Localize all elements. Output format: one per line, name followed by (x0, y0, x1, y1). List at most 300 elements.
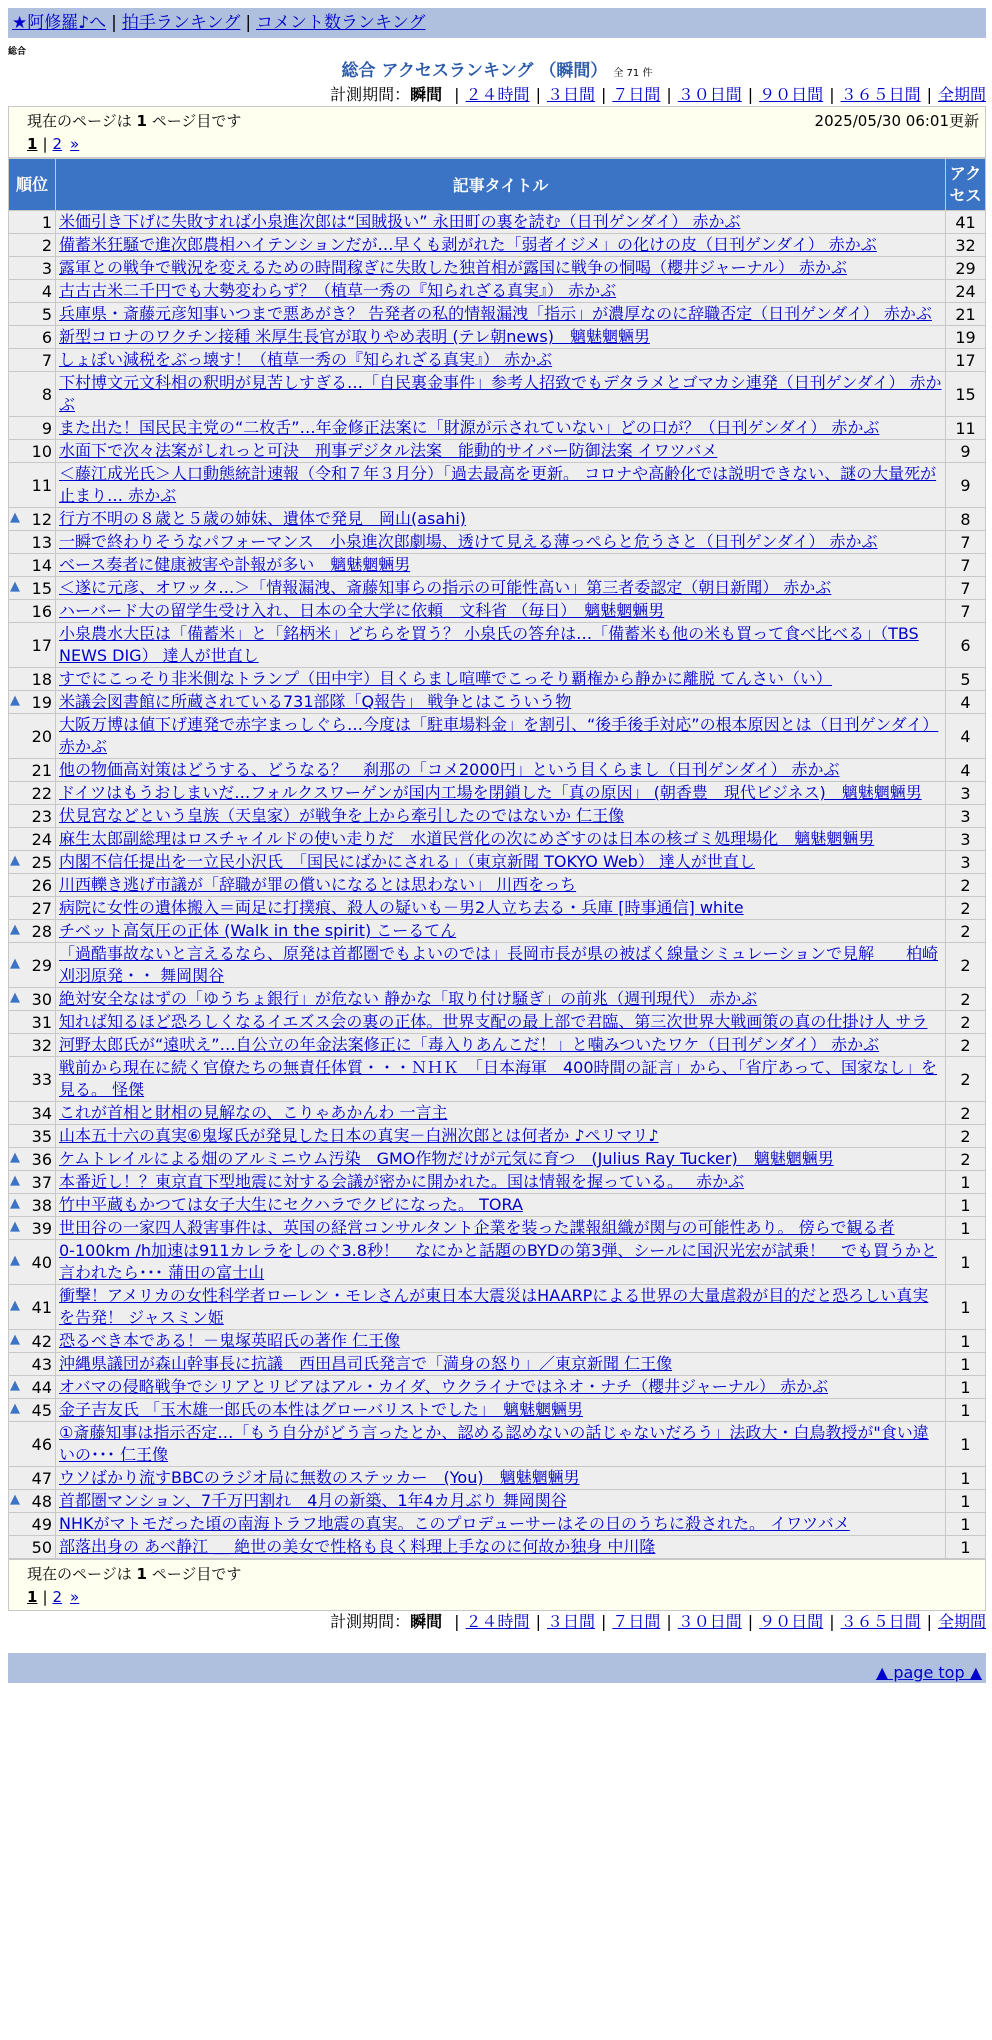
period-separator: | (829, 85, 835, 104)
table-row (9, 1102, 986, 1125)
rank-cell (9, 691, 56, 714)
article-link[interactable]: 金子吉友氏 「玉木雄一郎氏の本性はグローバリストでした」 魑魅魍魎男 (59, 1400, 583, 1419)
period-link[interactable]: ３６５日間 (840, 85, 921, 104)
table-row (9, 805, 986, 828)
access-count: 1 (946, 1513, 986, 1536)
table-row (9, 257, 986, 280)
rank-up-icon: ▲ (10, 509, 20, 525)
article-link[interactable]: 山本五十六の真実⑥鬼塚氏が発見した日本の真実－白洲次郎とは何者か ♪ペリマリ♪ (59, 1126, 659, 1145)
rank-number: 36 (31, 1149, 52, 1169)
page-title (8, 58, 986, 84)
rank-number: 27 (31, 898, 52, 918)
rank-cell (9, 668, 56, 691)
rank-number: 19 (31, 692, 52, 712)
period-link[interactable]: ９０日間 (759, 85, 824, 104)
rank-cell (9, 988, 56, 1011)
access-count: 1 (946, 1285, 986, 1330)
rank-cell (9, 1376, 56, 1399)
rank-number: 9 (41, 418, 52, 438)
rank-cell (9, 759, 56, 782)
period-link-bottom[interactable]: 全期間 (937, 1612, 986, 1631)
article-link[interactable]: 首都圏マンション、7千万円割れ 4月の新築、1年4カ月ぶり 舞岡関谷 (59, 1491, 567, 1510)
article-link[interactable]: 一瞬で終わりそうなパフォーマンス 小泉進次郎劇場、透けて見える薄っぺらと危うさと（日刊ゲンダイ） 赤かぶ (59, 532, 878, 551)
article-link[interactable]: 「過酷事故ないと言えるなら、原発は首都圏でもよいのでは」長岡市長が県の被ばく線量シミュレーションで見解 柏崎刈羽原発・・ 舞岡関谷 (59, 944, 939, 985)
article-link[interactable]: 新型コロナのワクチン接種 米厚生長官が取りやめ表明 (テレ朝news) 魑魅魍魎男 (59, 327, 650, 346)
title-cell (56, 714, 946, 759)
title-cell (56, 623, 946, 668)
rank-number: 1 (41, 212, 52, 232)
title-cell (56, 1102, 946, 1125)
table-row (9, 897, 986, 920)
article-link[interactable]: NHKがマトモだった頃の南海トラフ地震の真実。このプロデューサーはその日のうちに殺された。 イワツバメ (59, 1514, 850, 1533)
access-count: 15 (946, 372, 986, 417)
access-count: 2 (946, 1102, 986, 1125)
header-title: 記事タイトル (56, 159, 946, 211)
title-cell (56, 577, 946, 600)
access-count: 2 (946, 943, 986, 988)
rank-cell (9, 463, 56, 508)
rank-cell (9, 828, 56, 851)
pager-next[interactable]: » (70, 135, 80, 153)
top-nav: ★阿修羅♪へ | 拍手ランキング | コメント数ランキング (8, 8, 986, 38)
rank-cell (9, 1217, 56, 1240)
rank-cell (9, 1125, 56, 1148)
table-row (9, 668, 986, 691)
period-link[interactable]: 全期間 (937, 85, 986, 104)
rank-number: 23 (31, 806, 52, 826)
rank-number: 37 (31, 1172, 52, 1192)
access-count: 1 (946, 1330, 986, 1353)
rank-cell (9, 1490, 56, 1513)
rank-number: 5 (41, 304, 52, 324)
article-link[interactable]: ケムトレイルによる畑のアルミニウム汚染 GMO作物だけが元気に育つ (Julius Ray Tucker) 魑魅魍魎男 (59, 1149, 834, 1168)
rank-up-icon: ▲ (10, 1252, 20, 1268)
title-cell (56, 897, 946, 920)
period-separator: | (747, 85, 754, 104)
period-separator: | (535, 1612, 541, 1631)
access-count: 2 (946, 1125, 986, 1148)
article-link[interactable]: ドイツはもうおしまいだ…フォルクスワーゲンが国内工場を閉鎖した「真の原因」 (朝香豊 現代ビジネス) 魑魅魍魎男 (59, 783, 922, 802)
table-row (9, 1285, 986, 1330)
title-cell (56, 1536, 946, 1559)
rank-number: 28 (31, 921, 52, 941)
rank-number: 3 (41, 258, 52, 278)
article-link[interactable]: 小泉農水大臣は「備蓄米」と「銘柄米」どちらを買う？ 小泉氏の答弁は…「備蓄米も他の米も買って食べ比べる」（TBS NEWS DIG） 達人が世直し (59, 624, 919, 665)
rank-cell (9, 417, 56, 440)
table-row (9, 1171, 986, 1194)
rank-up-icon: ▲ (10, 692, 20, 708)
access-count: 3 (946, 851, 986, 874)
table-row (9, 1353, 986, 1376)
rank-number: 38 (31, 1195, 52, 1215)
rank-number: 24 (31, 829, 52, 849)
rank-number: 15 (31, 578, 52, 598)
rank-number: 35 (31, 1126, 52, 1146)
page (8, 8, 986, 1683)
rank-cell (9, 1102, 56, 1125)
article-link[interactable]: 0-100km /h加速は911カレラをしのぐ3.8秒！ なにかと話題のBYDの第3弾、シールに国沢光宏が試乗！ でも買うかと言われたら･･･ 蒲田の富士山 (59, 1241, 938, 1282)
title-cell (56, 988, 946, 1011)
rank-cell (9, 577, 56, 600)
period-current-bottom: 瞬間 (410, 1612, 443, 1631)
rank-cell (9, 805, 56, 828)
rank-cell (9, 257, 56, 280)
table-row (9, 600, 986, 623)
article-link[interactable]: しょぼい減税をぶっ壊す！（植草一秀の『知られざる真実』） 赤かぶ (59, 350, 553, 369)
table-row (9, 1148, 986, 1171)
rank-cell (9, 782, 56, 805)
pager-current: 1 (27, 135, 38, 153)
access-count: 6 (946, 623, 986, 668)
title-cell (56, 234, 946, 257)
table-row (9, 554, 986, 577)
period-link-bottom[interactable]: ３０日間 (677, 1612, 742, 1631)
article-link[interactable]: 知れば知るほど恐ろしくなるイエズス会の裏の正体。世界支配の最上部で君臨、第三次世界大戦画策の真の仕掛け人 サラ (59, 1012, 928, 1031)
table-row (9, 1376, 986, 1399)
title-cell (56, 782, 946, 805)
article-link[interactable]: 絶対安全なはずの「ゆうちょ銀行」が危ない 静かな「取り付け騒ぎ」の前兆（週刊現代） 赤かぶ (59, 989, 758, 1008)
title-cell (56, 874, 946, 897)
rank-number: 6 (41, 327, 52, 347)
access-count: 2 (946, 1057, 986, 1102)
title-cell (56, 1376, 946, 1399)
rank-up-icon: ▲ (10, 1218, 20, 1234)
title-cell (56, 759, 946, 782)
article-link[interactable]: ＜遂に元彦、オワッタ…＞「情報漏洩、斎藤知事らの指示の可能性高い」第三者委認定（朝日新聞） 赤かぶ (59, 578, 832, 597)
period-separator: | (454, 85, 460, 104)
page-top-link[interactable]: ▲ page top ▲ (875, 1663, 982, 1682)
table-row (9, 1057, 986, 1102)
rank-cell (9, 1513, 56, 1536)
article-link[interactable]: これが首相と財相の見解なの、こりゃあかんわ 一言主 (59, 1103, 448, 1122)
access-count: 21 (946, 303, 986, 326)
article-link[interactable]: 川西轢き逃げ市議が「辞職が罪の償いになるとは思わない」 川西をっち (59, 875, 577, 894)
access-count: 1 (946, 1353, 986, 1376)
rank-number: 41 (31, 1297, 52, 1317)
article-link[interactable]: 恐るべき本である！－鬼塚英昭氏の著作 仁王像 (59, 1331, 401, 1350)
table-row (9, 943, 986, 988)
period-link-bottom[interactable]: ９０日間 (759, 1612, 824, 1631)
article-link[interactable]: ハーバード大の留学生受け入れ、日本の全大学に依頼 文科省 （毎日） 魑魅魍魎男 (59, 601, 665, 620)
rank-cell (9, 1148, 56, 1171)
ranking-body (9, 211, 986, 1559)
table-row (9, 440, 986, 463)
period-link-bottom[interactable]: ７日間 (612, 1612, 661, 1631)
article-link[interactable]: 兵庫県・斎藤元彦知事いつまで悪あがき？ 告発者の私的情報漏洩「指示」が濃厚なのに辞職否定（日刊ゲンダイ） 赤かぶ (59, 304, 932, 323)
title-cell (56, 508, 946, 531)
title-cell (56, 280, 946, 303)
table-row (9, 1513, 986, 1536)
title-cell (56, 1194, 946, 1217)
period-link[interactable]: ３日間 (546, 85, 595, 104)
period-separator: | (600, 1612, 607, 1631)
rank-number: 25 (31, 852, 52, 872)
rank-up-icon: ▲ (10, 1491, 20, 1507)
table-row (9, 623, 986, 668)
rank-cell (9, 1034, 56, 1057)
table-row (9, 303, 986, 326)
access-count: 9 (946, 463, 986, 508)
access-count: 1 (946, 1240, 986, 1285)
period-link-bottom[interactable]: ３日間 (546, 1612, 595, 1631)
table-row (9, 326, 986, 349)
period-separator: | (926, 1612, 932, 1631)
current-page-text: 現在のページは 1 ページ目です (27, 112, 242, 130)
access-count: 8 (946, 508, 986, 531)
title-cell (56, 805, 946, 828)
access-count: 2 (946, 1011, 986, 1034)
access-count: 2 (946, 1034, 986, 1057)
table-row (9, 372, 986, 417)
title-cell (56, 440, 946, 463)
article-link[interactable]: 米議会図書館に所蔵されている731部隊「Q報告」 戦争とはこういう物 (59, 692, 572, 711)
article-link[interactable]: 大阪万博は値下げ連発で赤字まっしぐら…今度は「駐車場料金」を割引、“後手後手対応”の根本原因とは（日刊ゲンダイ） 赤かぶ (59, 715, 939, 756)
access-count: 19 (946, 326, 986, 349)
rank-number: 43 (31, 1354, 52, 1374)
rank-number: 50 (31, 1537, 52, 1557)
category-label: 総合 (8, 47, 27, 57)
rank-cell (9, 1194, 56, 1217)
period-link-bottom[interactable]: ２４時間 (465, 1612, 530, 1631)
title-cell (56, 1422, 946, 1467)
rank-up-icon: ▲ (10, 955, 20, 971)
article-link[interactable]: チベット高気圧の正体 (Walk in the spirit) こーるてん (59, 921, 457, 940)
title-cell (56, 303, 946, 326)
access-count: 2 (946, 874, 986, 897)
title-cell (56, 349, 946, 372)
title-cell (56, 1399, 946, 1422)
rank-cell (9, 554, 56, 577)
article-link[interactable]: 沖縄県議団が森山幹事長に抗議 西田昌司氏発言で「満身の怒り」／東京新聞 仁王像 (59, 1354, 673, 1373)
table-row (9, 1330, 986, 1353)
article-link[interactable]: オバマの侵略戦争でシリアとリビアはアル・カイダ、ウクライナではネオ・ナチ（櫻井ジャーナル） 赤かぶ (59, 1377, 829, 1396)
rank-cell (9, 851, 56, 874)
rank-up-icon: ▲ (10, 1149, 20, 1165)
article-link[interactable]: 世田谷の一家四人殺害事件は、英国の経営コンサルタント企業を装った諜報組織が関与の可能性あり。 傍らで観る者 (59, 1218, 895, 1237)
rank-number: 47 (31, 1468, 52, 1488)
table-row (9, 234, 986, 257)
title-cell (56, 1148, 946, 1171)
access-count: 1 (946, 1376, 986, 1399)
rank-cell (9, 303, 56, 326)
rank-number: 18 (31, 669, 52, 689)
table-row (9, 1217, 986, 1240)
title-cell (56, 691, 946, 714)
table-row (9, 988, 986, 1011)
article-link[interactable]: 本番近し！？東京直下型地震に対する会議が密かに開かれた。国は情報を握っている。 赤かぶ (59, 1172, 745, 1191)
article-link[interactable]: 備蓄米狂騒で進次郎農相ハイテンションだが…早くも剥がれた「弱者イジメ」の化けの皮（日刊ゲンダイ） 赤かぶ (59, 235, 877, 254)
title-cell (56, 417, 946, 440)
table-row (9, 691, 986, 714)
rank-cell (9, 920, 56, 943)
rank-number: 4 (41, 281, 52, 301)
period-link-bottom[interactable]: ３６５日間 (840, 1612, 921, 1631)
rank-number: 10 (31, 441, 52, 461)
ranking-table (8, 158, 986, 1559)
rank-number: 8 (41, 384, 52, 404)
rank-cell (9, 1330, 56, 1353)
title-cell (56, 668, 946, 691)
title-cell (56, 1240, 946, 1285)
rank-number: 22 (31, 783, 52, 803)
pager-page-2[interactable]: 2 (52, 135, 63, 153)
rank-number: 26 (31, 875, 52, 895)
table-row (9, 1467, 986, 1490)
access-count: 29 (946, 257, 986, 280)
access-count: 1 (946, 1217, 986, 1240)
title-cell (56, 257, 946, 280)
article-link[interactable]: ウソばかり流すBBCのラジオ局に無数のステッカー (You) 魑魅魍魎男 (59, 1468, 580, 1487)
rank-cell (9, 714, 56, 759)
access-count: 32 (946, 234, 986, 257)
table-row (9, 1011, 986, 1034)
access-count: 7 (946, 577, 986, 600)
article-link[interactable]: 衝撃！アメリカの女性科学者ローレン・モレさんが東日本大震災はHAARPによる世界の大量虐殺が目的だと恐ろしい真実を告発！ ジャスミン姫 (59, 1286, 929, 1327)
period-separator: | (666, 1612, 672, 1631)
rank-cell (9, 600, 56, 623)
table-row (9, 1194, 986, 1217)
period-separator: | (454, 1612, 460, 1631)
table-row (9, 1422, 986, 1467)
title-cell (56, 1011, 946, 1034)
title-cell (56, 1467, 946, 1490)
title-cell (56, 828, 946, 851)
rank-cell (9, 1536, 56, 1559)
period-link[interactable]: ７日間 (612, 85, 661, 104)
access-count: 24 (946, 280, 986, 303)
rank-number: 33 (31, 1069, 52, 1089)
rank-cell (9, 349, 56, 372)
article-link[interactable]: 病院に女性の遺体搬入＝両足に打撲痕、殺人の疑いも－男2人立ち去る・兵庫 [時事通信] white (59, 898, 744, 917)
access-count: 1 (946, 1536, 986, 1559)
rank-cell (9, 897, 56, 920)
article-link[interactable]: 下村博文元文科相の釈明が見苦しすぎる…「自民裏金事件」参考人招致でもデタラメとゴマカシ連発（日刊ゲンダイ） 赤かぶ (59, 373, 942, 414)
period-separator: | (829, 1612, 835, 1631)
article-link[interactable]: ベース奏者に健康被害や訃報が多い 魑魅魍魎男 (59, 555, 411, 574)
table-row (9, 463, 986, 508)
access-count: 9 (946, 440, 986, 463)
rank-up-icon: ▲ (10, 1331, 20, 1347)
rank-number: 39 (31, 1218, 52, 1238)
period-separator: | (926, 85, 932, 104)
article-link[interactable]: 河野太郎氏が“遠吠え”…自公立の年金法案修正に「毒入りあんこだ！」と噛みついたワケ（日刊ゲンダイ） 赤かぶ (59, 1035, 880, 1054)
article-link[interactable]: 米価引き下げに失敗すれば小泉進次郎は“国賊扱い” 永田町の裏を読む（日刊ゲンダイ） 赤かぶ (59, 212, 741, 231)
pager-page-2-bottom[interactable]: 2 (52, 1588, 63, 1606)
title-cell (56, 943, 946, 988)
rank-up-icon: ▲ (10, 989, 20, 1005)
table-row (9, 714, 986, 759)
rank-number: 49 (31, 1514, 52, 1534)
pager-current-bottom: 1 (27, 1588, 38, 1606)
access-count: 4 (946, 714, 986, 759)
rank-up-icon: ▲ (10, 1172, 20, 1188)
access-count: 5 (946, 668, 986, 691)
article-link[interactable]: 露軍との戦争で戦況を変えるための時間稼ぎに失敗した独首相が露国に戦争の恫喝（櫻井ジャーナル） 赤かぶ (59, 258, 847, 277)
rank-cell (9, 372, 56, 417)
access-count: 4 (946, 691, 986, 714)
article-link[interactable]: すでにこっそり非米側なトランプ（田中宇）目くらまし喧嘩でこっそり覇権から静かに離脱 てんさい（い） (59, 669, 832, 688)
title-cell (56, 326, 946, 349)
access-count: 3 (946, 828, 986, 851)
access-count: 2 (946, 1148, 986, 1171)
article-link[interactable]: 竹中平蔵もかつては女子大生にセクハラでクビになった。 TORA (59, 1195, 523, 1214)
access-count: 4 (946, 759, 986, 782)
rank-cell (9, 1240, 56, 1285)
table-row (9, 349, 986, 372)
rank-cell (9, 1422, 56, 1467)
article-link[interactable]: ①斎藤知事は指示否定…「もう自分がどう言ったとか、認める認めないの話じゃないだろう」法政大・白鳥教授が"食い違いの･･･ 仁王像 (59, 1423, 929, 1464)
access-count: 17 (946, 349, 986, 372)
home-link[interactable]: ★阿修羅♪へ (12, 13, 107, 33)
period-separator: | (666, 85, 672, 104)
rank-cell (9, 1285, 56, 1330)
rank-number: 44 (31, 1377, 52, 1397)
table-row (9, 874, 986, 897)
table-row (9, 828, 986, 851)
page-title-text: 総合 アクセスランキング （瞬間） (341, 61, 608, 81)
period-link[interactable]: ２４時間 (465, 85, 530, 104)
article-link[interactable]: 行方不明の８歳と５歳の姉妹、遺体で発見 岡山(asahi) (59, 509, 467, 528)
article-link[interactable]: 戦前から現在に続く官僚たちの無責任体質・・・ＮＨＫ 「日本海軍 400時間の証言」から、「省庁あって、国家なし」を見る。 怪傑 (59, 1058, 938, 1099)
rank-number: 34 (31, 1103, 52, 1123)
clap-ranking-link[interactable]: 拍手ランキング (121, 13, 241, 33)
access-count: 1 (946, 1171, 986, 1194)
title-cell (56, 600, 946, 623)
article-link[interactable]: 伏見宮などという皇族（天皇家）が戦争を上から牽引したのではないか 仁王像 (59, 806, 625, 825)
rank-up-icon: ▲ (10, 1195, 20, 1211)
article-link[interactable]: 他の物価高対策はどうする、どうなる？ 刹那の「コメ2000円」という目くらまし（日刊ゲンダイ） 赤かぶ (59, 760, 840, 779)
header-access: アクセス (946, 159, 986, 211)
title-cell (56, 1285, 946, 1330)
access-count: 7 (946, 554, 986, 577)
article-link[interactable]: 麻生太郎副総理はロスチャイルドの使い走りだ 水道民営化の次にめざすのは日本の核ゴミ処理場化 魑魅魍魎男 (59, 829, 875, 848)
article-link[interactable]: 内閣不信任提出を一立民小沢氏 「国民にばかにされる」（東京新聞 TOKYO Web） 達人が世直し (59, 852, 755, 871)
rank-cell (9, 1171, 56, 1194)
comment-ranking-link[interactable]: コメント数ランキング (256, 13, 426, 33)
article-link[interactable]: 古古古米二千円でも大勢変わらず？（植草一秀の『知られざる真実』） 赤かぶ (59, 281, 617, 300)
current-page-text-bottom: 現在のページは 1 ページ目です (27, 1565, 242, 1583)
period-current: 瞬間 (410, 85, 443, 104)
article-link[interactable]: また出た！国民民主党の“二枚舌”…年金修正法案に「財源が示されていない」どの口が？（日刊ゲンダイ） 赤かぶ (59, 418, 880, 437)
pager-next-bottom[interactable]: » (70, 1588, 80, 1606)
access-count: 3 (946, 805, 986, 828)
rank-cell (9, 234, 56, 257)
article-link[interactable]: 部落出身の あべ静江 ＿ 絶世の美女で性格も良く料理上手なのに何故か独身 中川隆 (59, 1537, 656, 1556)
rank-up-icon: ▲ (10, 1377, 20, 1393)
total-count: 全 71 件 (613, 68, 653, 79)
rank-up-icon: ▲ (10, 578, 20, 594)
rank-number: 16 (31, 601, 52, 621)
article-link[interactable]: ＜藤江成光氏＞人口動態統計速報（令和７年３月分）「過去最高を更新。 コロナや高齢化では説明できない、謎の大量死が止まり… 赤かぶ (59, 464, 937, 505)
period-link[interactable]: ３０日間 (677, 85, 742, 104)
title-cell (56, 1353, 946, 1376)
rank-cell (9, 508, 56, 531)
updated-timestamp: 2025/05/30 06:01更新 (814, 112, 979, 130)
article-link[interactable]: 水面下で次々法案がしれっと可決 刑事デジタル法案 能動的サイバー防御法案 イワツバメ (59, 441, 718, 460)
rank-number: 45 (31, 1400, 52, 1420)
rank-cell (9, 943, 56, 988)
page-info-top (8, 106, 986, 158)
title-cell (56, 463, 946, 508)
rank-number: 11 (31, 475, 52, 495)
rank-cell (9, 1057, 56, 1102)
access-count: 2 (946, 897, 986, 920)
table-row (9, 1490, 986, 1513)
rank-number: 20 (31, 726, 52, 746)
rank-cell (9, 874, 56, 897)
access-count: 1 (946, 1399, 986, 1422)
rank-number: 29 (31, 955, 52, 975)
